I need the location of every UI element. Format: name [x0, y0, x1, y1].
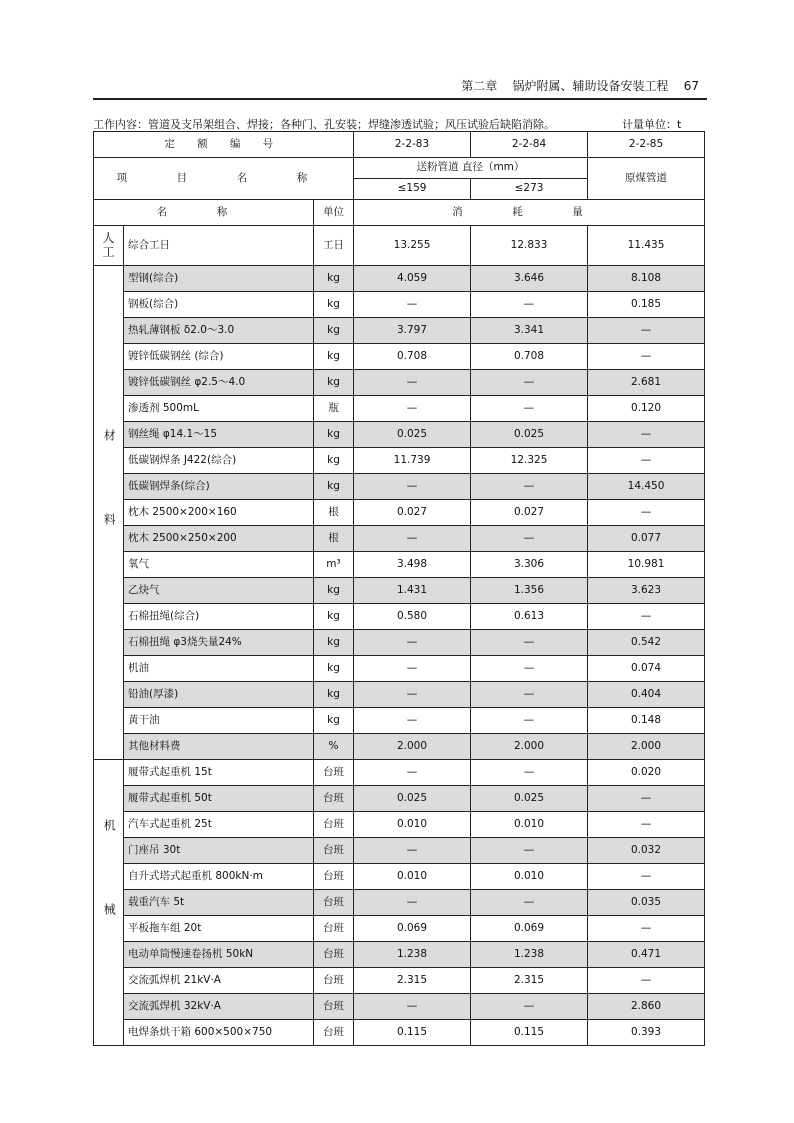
value-cell: 3.646 [471, 266, 588, 292]
table-row [94, 500, 705, 526]
value-cell: — [354, 656, 471, 682]
table-row [94, 682, 705, 708]
value-cell: 2.315 [354, 968, 471, 994]
table-row [94, 448, 705, 474]
item-name: 热轧薄钢板 δ2.0～3.0 [124, 318, 314, 344]
item-name: 枕木 2500×200×160 [124, 500, 314, 526]
item-unit: kg [314, 370, 354, 396]
value-cell: — [354, 760, 471, 786]
table-row [94, 578, 705, 604]
value-cell: 3.498 [354, 552, 471, 578]
item-name: 电动单筒慢速卷扬机 50kN [124, 942, 314, 968]
value-cell: 0.025 [471, 422, 588, 448]
item-unit: kg [314, 422, 354, 448]
category-char: 机械 [102, 818, 117, 987]
value-cell: 14.450 [588, 474, 705, 500]
item-unit: kg [314, 318, 354, 344]
table-row [94, 318, 705, 344]
item-unit: 台班 [314, 812, 354, 838]
value-cell: — [354, 682, 471, 708]
table-row [94, 942, 705, 968]
value-cell: — [354, 396, 471, 422]
item-unit: kg [314, 344, 354, 370]
value-cell: 0.393 [588, 1020, 705, 1046]
item-name: 石棉扭绳 φ3烧失量24% [124, 630, 314, 656]
value-cell: 3.797 [354, 318, 471, 344]
item-unit: 台班 [314, 838, 354, 864]
chapter-title: 第二章 锅炉附属、辅助设备安装工程 67 [461, 79, 699, 93]
consume-label: 消 耗 量 [354, 200, 705, 226]
value-cell: 13.255 [354, 226, 471, 266]
item-name: 低碳钢焊条 J422(综合) [124, 448, 314, 474]
table-row [94, 370, 705, 396]
item-name: 交流弧焊机 21kV·A [124, 968, 314, 994]
value-cell: — [471, 630, 588, 656]
table-row [94, 890, 705, 916]
value-cell: 0.708 [354, 344, 471, 370]
value-cell: 1.431 [354, 578, 471, 604]
table-row [94, 968, 705, 994]
code-cell: 2-2-84 [471, 132, 588, 158]
name-header-row [94, 200, 705, 226]
table-row [94, 994, 705, 1020]
value-cell: — [471, 526, 588, 552]
item-unit: kg [314, 708, 354, 734]
item-name: 履带式起重机 15t [124, 760, 314, 786]
value-cell: 0.035 [588, 890, 705, 916]
item-unit: kg [314, 578, 354, 604]
value-cell: 3.623 [588, 578, 705, 604]
value-cell: — [354, 370, 471, 396]
table-row [94, 226, 705, 266]
item-unit: kg [314, 682, 354, 708]
value-cell: — [471, 838, 588, 864]
code-cell: 2-2-85 [588, 132, 705, 158]
quota-label: 定 额 编 号 [94, 132, 354, 158]
value-cell: 0.025 [354, 422, 471, 448]
value-cell: — [588, 968, 705, 994]
value-cell: — [354, 630, 471, 656]
value-cell: 2.000 [354, 734, 471, 760]
item-unit: 台班 [314, 864, 354, 890]
table-row [94, 552, 705, 578]
item-name: 镀锌低碳钢丝 φ2.5～4.0 [124, 370, 314, 396]
item-unit: 台班 [314, 916, 354, 942]
item-unit: 根 [314, 500, 354, 526]
item-name: 枕木 2500×250×200 [124, 526, 314, 552]
table-row [94, 786, 705, 812]
table-row [94, 708, 705, 734]
item-unit: 台班 [314, 890, 354, 916]
item-name: 综合工日 [124, 226, 314, 266]
value-cell: 0.077 [588, 526, 705, 552]
category-char: 材料 [102, 428, 117, 597]
item-name: 载重汽车 5t [124, 890, 314, 916]
category-label [94, 226, 124, 266]
value-cell: 0.025 [354, 786, 471, 812]
table-row [94, 734, 705, 760]
item-name: 渗透剂 500mL [124, 396, 314, 422]
measure-unit: 计量单位：t [622, 118, 682, 131]
table-row [94, 422, 705, 448]
item-unit: kg [314, 630, 354, 656]
value-cell: — [354, 994, 471, 1020]
item-unit: 根 [314, 526, 354, 552]
value-cell: 0.010 [471, 864, 588, 890]
value-cell: — [471, 682, 588, 708]
item-unit: kg [314, 604, 354, 630]
value-cell: — [471, 370, 588, 396]
value-cell: — [354, 838, 471, 864]
item-name: 履带式起重机 50t [124, 786, 314, 812]
item-unit: % [314, 734, 354, 760]
value-cell: 0.148 [588, 708, 705, 734]
value-cell: 3.341 [471, 318, 588, 344]
value-cell: — [471, 292, 588, 318]
group-header: 送粉管道 直径（mm） [354, 158, 588, 179]
value-cell: 12.833 [471, 226, 588, 266]
item-name: 自升式塔式起重机 800kN·m [124, 864, 314, 890]
value-cell: — [354, 708, 471, 734]
value-cell: 0.613 [471, 604, 588, 630]
value-cell: 0.471 [588, 942, 705, 968]
value-cell: 0.010 [471, 812, 588, 838]
table-row [94, 656, 705, 682]
item-unit: 台班 [314, 760, 354, 786]
category-label [94, 266, 124, 760]
item-name: 平板拖车组 20t [124, 916, 314, 942]
value-cell: 10.981 [588, 552, 705, 578]
item-name: 低碳钢焊条(综合) [124, 474, 314, 500]
table-row [94, 396, 705, 422]
code-row [94, 132, 705, 158]
quota-table [93, 131, 705, 1046]
value-cell: — [588, 916, 705, 942]
item-name: 门座吊 30t [124, 838, 314, 864]
table-row [94, 344, 705, 370]
item-unit: kg [314, 266, 354, 292]
value-cell: — [471, 396, 588, 422]
value-cell: 11.739 [354, 448, 471, 474]
value-cell: 2.000 [588, 734, 705, 760]
sub-header: ≤159 [354, 179, 471, 200]
item-unit: kg [314, 448, 354, 474]
value-cell: — [471, 760, 588, 786]
category-label [94, 760, 124, 1046]
item-name-label: 项 目 名 称 [94, 158, 354, 200]
item-unit: 台班 [314, 942, 354, 968]
value-cell: 2.681 [588, 370, 705, 396]
item-name: 乙炔气 [124, 578, 314, 604]
value-cell: 0.542 [588, 630, 705, 656]
item-name: 交流弧焊机 32kV·A [124, 994, 314, 1020]
value-cell: 1.238 [354, 942, 471, 968]
item-name: 镀锌低碳钢丝 (综合) [124, 344, 314, 370]
value-cell: — [588, 344, 705, 370]
item-name: 氧气 [124, 552, 314, 578]
value-cell: 2.860 [588, 994, 705, 1020]
value-cell: 0.010 [354, 864, 471, 890]
value-cell: 0.115 [354, 1020, 471, 1046]
code-cell: 2-2-83 [354, 132, 471, 158]
table-row [94, 760, 705, 786]
value-cell: — [588, 448, 705, 474]
value-cell: 0.404 [588, 682, 705, 708]
item-name: 机油 [124, 656, 314, 682]
value-cell: 0.580 [354, 604, 471, 630]
name-label: 名 称 [94, 200, 314, 226]
value-cell: 0.010 [354, 812, 471, 838]
value-cell: — [588, 500, 705, 526]
value-cell: — [588, 422, 705, 448]
value-cell: — [354, 526, 471, 552]
value-cell: 0.069 [471, 916, 588, 942]
value-cell: — [471, 656, 588, 682]
value-cell: 0.025 [471, 786, 588, 812]
category-char: 人工 [102, 231, 115, 259]
value-cell: 0.069 [354, 916, 471, 942]
value-cell: — [588, 604, 705, 630]
item-unit: 工日 [314, 226, 354, 266]
value-cell: 0.027 [354, 500, 471, 526]
table-row [94, 526, 705, 552]
value-cell: 0.020 [588, 760, 705, 786]
item-unit: 瓶 [314, 396, 354, 422]
value-cell: 3.306 [471, 552, 588, 578]
item-unit: 台班 [314, 968, 354, 994]
sub-header: ≤273 [471, 179, 588, 200]
value-cell: 12.325 [471, 448, 588, 474]
item-name: 铅油(厚漆) [124, 682, 314, 708]
page-header [93, 72, 707, 100]
table-row [94, 812, 705, 838]
value-cell: — [588, 864, 705, 890]
value-cell: 1.238 [471, 942, 588, 968]
value-cell: — [471, 994, 588, 1020]
value-cell: — [588, 786, 705, 812]
item-name: 其他材料费 [124, 734, 314, 760]
col3-header: 原煤管道 [588, 158, 705, 200]
item-name: 黄干油 [124, 708, 314, 734]
value-cell: — [471, 708, 588, 734]
table-row [94, 916, 705, 942]
value-cell: 0.027 [471, 500, 588, 526]
table-row [94, 838, 705, 864]
value-cell: 2.315 [471, 968, 588, 994]
value-cell: — [588, 812, 705, 838]
value-cell: — [588, 318, 705, 344]
value-cell: — [471, 474, 588, 500]
table-row [94, 630, 705, 656]
unit-label: 单位 [314, 200, 354, 226]
item-name: 电焊条烘干箱 600×500×750 [124, 1020, 314, 1046]
table-row [94, 604, 705, 630]
item-unit: 台班 [314, 994, 354, 1020]
value-cell: 0.708 [471, 344, 588, 370]
item-name: 石棉扭绳(综合) [124, 604, 314, 630]
table-row [94, 292, 705, 318]
item-name: 钢丝绳 φ14.1～15 [124, 422, 314, 448]
value-cell: 2.000 [471, 734, 588, 760]
item-unit: 台班 [314, 786, 354, 812]
table-row [94, 864, 705, 890]
item-unit: m³ [314, 552, 354, 578]
value-cell: 0.074 [588, 656, 705, 682]
value-cell: 0.115 [471, 1020, 588, 1046]
table-row [94, 474, 705, 500]
value-cell: 8.108 [588, 266, 705, 292]
value-cell: — [354, 890, 471, 916]
item-name: 汽车式起重机 25t [124, 812, 314, 838]
value-cell: — [471, 890, 588, 916]
item-name: 钢板(综合) [124, 292, 314, 318]
value-cell: 0.032 [588, 838, 705, 864]
item-row [94, 158, 705, 179]
table-row [94, 266, 705, 292]
item-unit: kg [314, 474, 354, 500]
item-unit: kg [314, 292, 354, 318]
value-cell: 1.356 [471, 578, 588, 604]
value-cell: — [354, 292, 471, 318]
value-cell: — [354, 474, 471, 500]
value-cell: 0.120 [588, 396, 705, 422]
table-row [94, 1020, 705, 1046]
item-unit: kg [314, 656, 354, 682]
item-name: 型钢(综合) [124, 266, 314, 292]
quota-table-body [94, 132, 705, 1046]
value-cell: 11.435 [588, 226, 705, 266]
value-cell: 4.059 [354, 266, 471, 292]
item-unit: 台班 [314, 1020, 354, 1046]
value-cell: 0.185 [588, 292, 705, 318]
work-content: 工作内容：管道及支吊架组合、焊接；各种门、孔安装；焊缝渗透试验；风压试验后缺陷消除。 [93, 118, 555, 131]
